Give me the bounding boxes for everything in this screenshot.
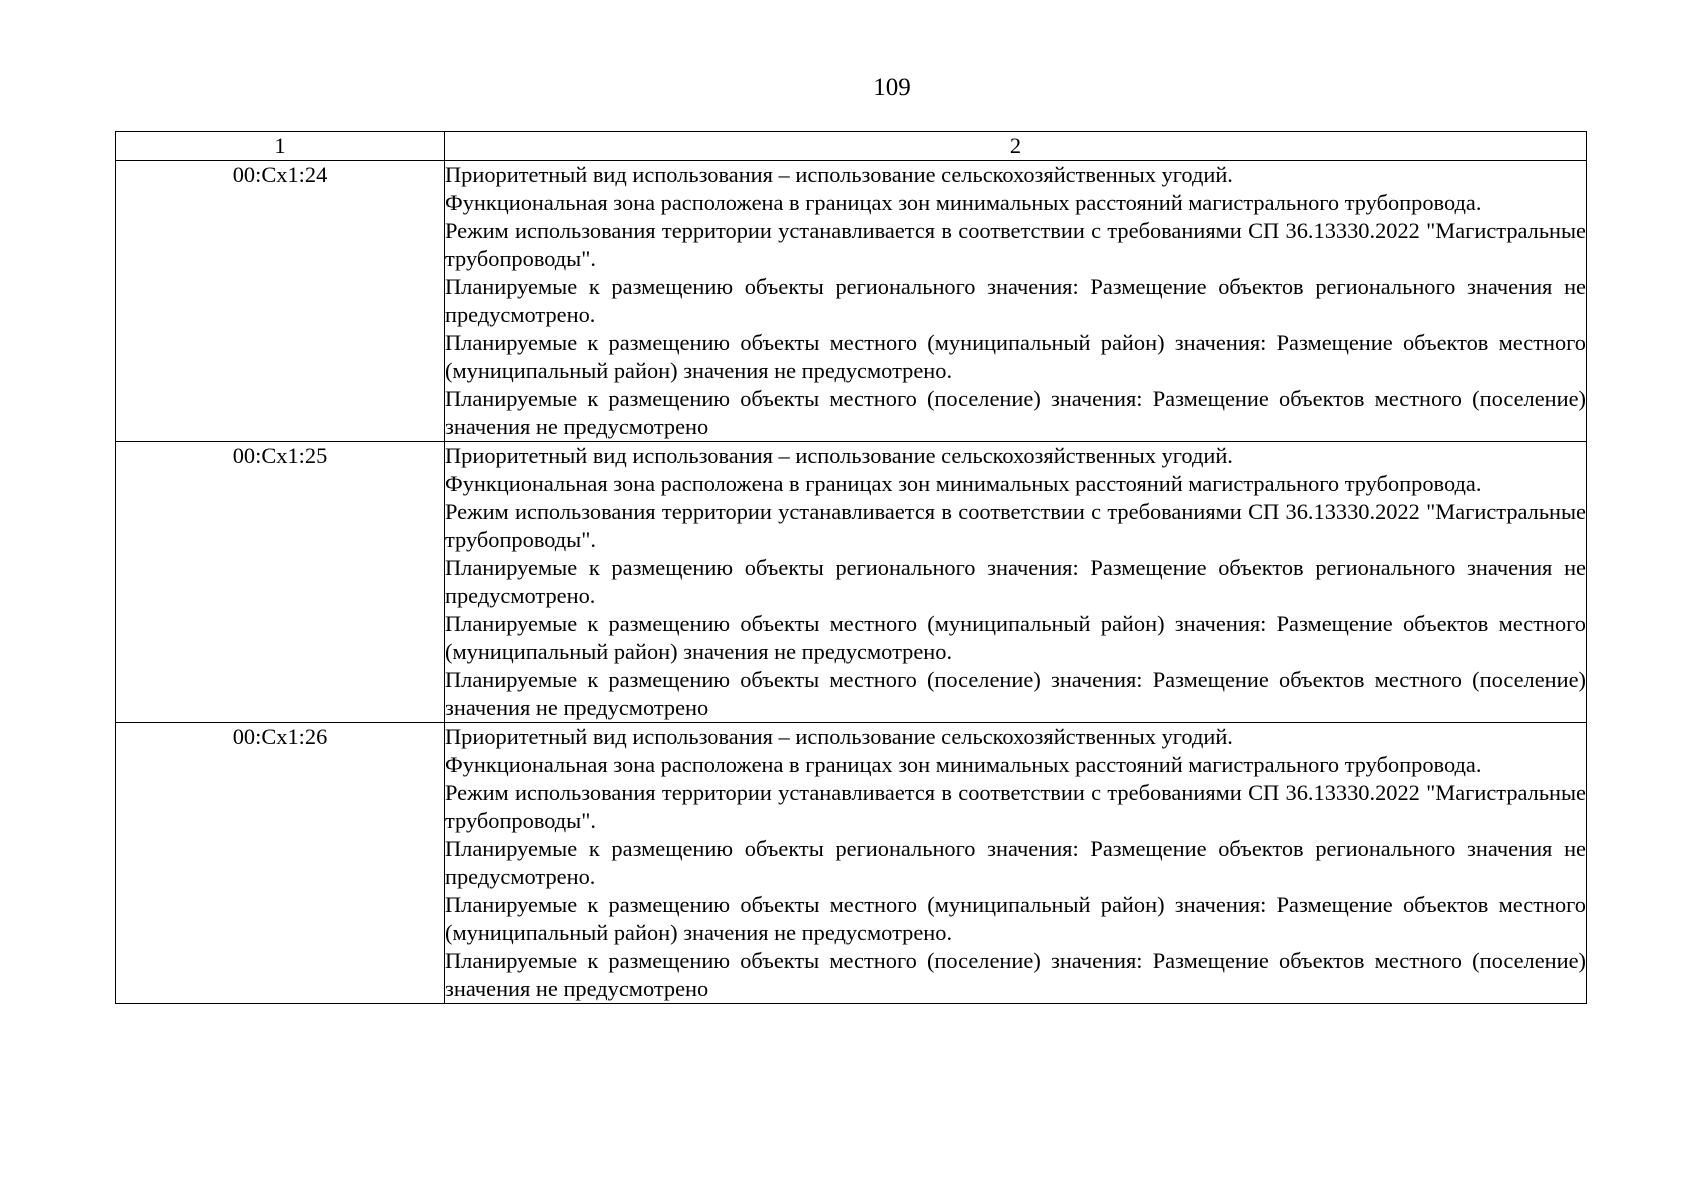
regional-objects-text: Планируемые к размещению объекты регионального значения: Размещение объектов регионального значения не предусмотрено. [445,274,1586,327]
page-number: 109 [873,74,911,101]
zone-code-cell: 00:Сх1:25 [116,442,445,723]
district-objects-text: Планируемые к размещению объекты местного (муниципальный район) значения: Размещение объектов местного (муниципальный район) значения не предусмотрено. [445,611,1586,664]
settlement-objects-text: Планируемые к размещению объекты местного (поселение) значения: Размещение объектов местного (поселение) значения не предусмотрено [445,386,1586,439]
zone-location-text: Функциональная зона расположена в границах зон минимальных расстояний магистрального трубопровода. [445,471,1482,496]
district-objects-text: Планируемые к размещению объекты местного (муниципальный район) значения: Размещение объектов местного (муниципальный район) значения не предусмотрено. [445,330,1586,383]
regional-objects-text: Планируемые к размещению объекты регионального значения: Размещение объектов регионального значения не предусмотрено. [445,555,1586,608]
column-header-2: 2 [445,132,1587,161]
table-row [116,161,1587,442]
column-header-1: 1 [116,132,445,161]
zone-description-cell [445,161,1587,442]
zone-table [115,131,1587,1004]
table-header-row [116,132,1587,161]
table-row [116,442,1587,723]
zone-code-cell: 00:Сх1:26 [116,723,445,1004]
priority-use-text: Приоритетный вид использования – использование сельскохозяйственных угодий. [445,162,1233,187]
usage-regime-text: Режим использования территории устанавливается в соответствии с требованиями СП 36.13330.2022 "Магистральные трубопроводы". [445,499,1586,552]
usage-regime-text: Режим использования территории устанавливается в соответствии с требованиями СП 36.13330.2022 "Магистральные трубопроводы". [445,780,1586,833]
zone-description-cell [445,723,1587,1004]
zone-code-cell: 00:Сх1:24 [116,161,445,442]
priority-use-text: Приоритетный вид использования – использование сельскохозяйственных угодий. [445,443,1233,468]
district-objects-text: Планируемые к размещению объекты местного (муниципальный район) значения: Размещение объектов местного (муниципальный район) значения не предусмотрено. [445,892,1586,945]
table-row [116,723,1587,1004]
priority-use-text: Приоритетный вид использования – использование сельскохозяйственных угодий. [445,724,1233,749]
settlement-objects-text: Планируемые к размещению объекты местного (поселение) значения: Размещение объектов местного (поселение) значения не предусмотрено [445,667,1586,720]
zone-location-text: Функциональная зона расположена в границах зон минимальных расстояний магистрального трубопровода. [445,752,1482,777]
zone-description-cell [445,442,1587,723]
usage-regime-text: Режим использования территории устанавливается в соответствии с требованиями СП 36.13330.2022 "Магистральные трубопроводы". [445,218,1586,271]
zone-location-text: Функциональная зона расположена в границах зон минимальных расстояний магистрального трубопровода. [445,190,1482,215]
regional-objects-text: Планируемые к размещению объекты регионального значения: Размещение объектов регионального значения не предусмотрено. [445,836,1586,889]
settlement-objects-text: Планируемые к размещению объекты местного (поселение) значения: Размещение объектов местного (поселение) значения не предусмотрено [445,948,1586,1001]
